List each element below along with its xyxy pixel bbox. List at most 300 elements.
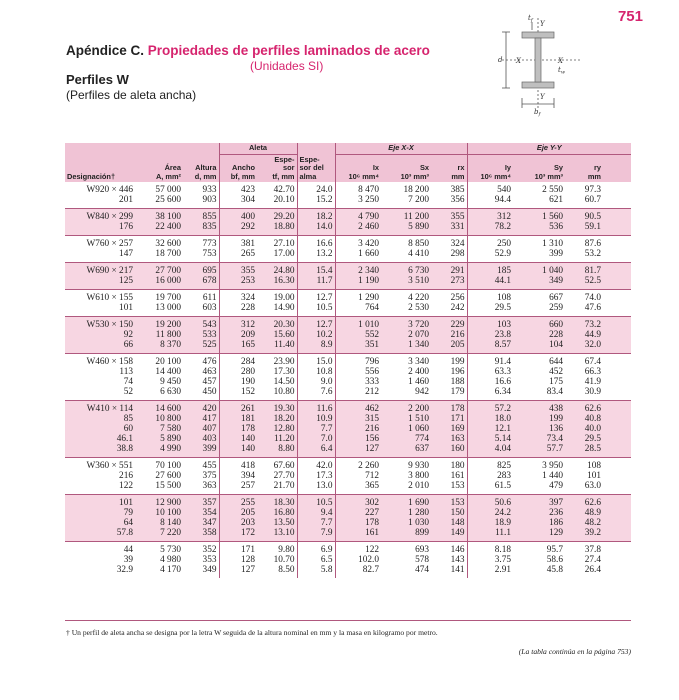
table-cell: 153	[431, 481, 467, 495]
table-cell: 73.2	[565, 317, 603, 331]
table-cell: 12 900	[135, 495, 183, 509]
designation-cell: W840 × 299	[65, 209, 135, 223]
table-cell: 312	[219, 317, 257, 331]
table-cell: 44.1	[467, 276, 513, 290]
table-cell: 11.1	[467, 528, 513, 542]
table-cell: 165	[219, 340, 257, 354]
table-cell: 128	[241, 555, 255, 566]
table-cell: 12.7	[297, 317, 335, 331]
table-cell: 95.7	[513, 542, 565, 556]
table-cell: 356	[431, 195, 467, 209]
col-header-ry: ry mm	[565, 154, 603, 182]
table-pad-cell	[603, 434, 631, 444]
table-cell: 101	[587, 471, 602, 482]
table-cell: 712	[365, 471, 380, 482]
table-cell: 171	[219, 542, 257, 556]
table-cell: 179	[431, 387, 467, 401]
table-cell: 637	[381, 444, 431, 458]
table-cell: 3 950	[513, 458, 565, 472]
table-cell: 678	[183, 276, 219, 290]
table-cell: 354	[183, 508, 219, 518]
designation-cell: 64	[65, 518, 135, 528]
designation-cell: W920 × 446	[86, 185, 133, 196]
table-row	[65, 276, 631, 290]
table-pad-cell	[603, 377, 631, 387]
table-cell: 463	[183, 367, 219, 377]
table-cell: 796	[335, 354, 381, 368]
table-cell: 227	[335, 508, 381, 518]
table-row	[65, 471, 631, 481]
table-cell: 11 800	[135, 330, 183, 340]
table-cell: 23.90	[257, 354, 297, 368]
table-cell: 835	[183, 222, 219, 236]
table-row	[65, 508, 631, 518]
table-row	[65, 377, 631, 387]
table-cell: 20.10	[257, 195, 297, 209]
table-cell: 1 690	[381, 495, 431, 509]
table-cell: 15.0	[297, 354, 335, 368]
table-cell: 27 600	[155, 471, 181, 482]
table-cell: 8 140	[135, 518, 183, 528]
table-cell: 331	[431, 222, 467, 236]
table-cell: 150	[431, 508, 467, 518]
table-cell: 259	[549, 303, 564, 314]
table-row	[65, 444, 631, 458]
table-cell: 543	[183, 317, 219, 331]
designation-cell: W460 × 158	[65, 354, 135, 368]
table-row	[65, 249, 631, 263]
table-cell: 141	[431, 565, 467, 578]
table-cell: 273	[431, 276, 467, 290]
table-cell: 6.34	[494, 387, 512, 398]
table-cell: 19.30	[257, 401, 297, 415]
designation-cell: 101	[119, 303, 133, 314]
table-cell: 228	[513, 330, 565, 340]
table-cell: 347	[183, 518, 219, 528]
table-cell: 148	[431, 518, 467, 528]
table-cell: 667	[513, 290, 565, 304]
table-cell: 302	[335, 495, 381, 509]
table-row	[65, 555, 631, 565]
table-cell: 284	[219, 354, 257, 368]
table-cell: 8 850	[381, 236, 431, 250]
table-cell: 94.4	[494, 195, 512, 206]
table-cell: 52.9	[494, 249, 512, 260]
table-row	[65, 414, 631, 424]
table-cell: 256	[431, 290, 467, 304]
table-cell: 27 700	[135, 263, 183, 277]
table-cell: 358	[183, 528, 219, 542]
table-cell: 153	[431, 495, 467, 509]
table-cell: 349	[183, 565, 219, 578]
table-cell: 53.2	[584, 249, 602, 260]
table-cell: 2 070	[381, 330, 431, 340]
table-pad-cell	[603, 330, 631, 340]
designation-cell: 66	[65, 340, 135, 354]
table-cell: 280	[241, 367, 255, 378]
table-cell: 13.50	[257, 518, 297, 528]
table-cell: 3.75	[494, 555, 512, 566]
table-cell: 40.8	[565, 414, 603, 424]
table-pad-cell	[603, 495, 631, 509]
table-cell: 10.9	[297, 414, 335, 424]
table-cell: 28.5	[565, 444, 603, 458]
table-pad-cell	[603, 303, 631, 317]
table-cell: 353	[183, 555, 219, 565]
table-cell: 452	[549, 367, 564, 378]
table-cell: 753	[183, 249, 219, 263]
table-cell: 4 220	[381, 290, 431, 304]
designation-cell: 52	[123, 387, 133, 398]
table-cell: 16.80	[257, 508, 297, 518]
table-cell: 1 060	[381, 424, 431, 434]
table-cell: 82.7	[362, 565, 380, 576]
table-cell: 27.4	[584, 555, 602, 566]
col-header-altura: Altura d, mm	[183, 154, 219, 182]
table-cell: 15.2	[297, 195, 335, 209]
table-cell: 9 450	[160, 377, 181, 388]
table-cell: 57.7	[513, 444, 565, 458]
table-pad-cell	[603, 444, 631, 458]
table-cell: 209	[219, 330, 257, 340]
col-header-designacion: Designación†	[65, 154, 135, 182]
table-cell: 2 550	[542, 185, 564, 196]
group-header-espesor-alma	[297, 143, 335, 182]
table-cell: 87.6	[565, 236, 603, 250]
table-cell: 12.1	[467, 424, 513, 434]
table-cell: 2 200	[381, 401, 431, 415]
table-cell: 50.6	[467, 495, 513, 509]
table-cell: 59.1	[565, 222, 603, 236]
table-cell: 186	[513, 518, 565, 528]
table-pad-cell	[603, 182, 631, 195]
table-cell: 298	[431, 249, 467, 263]
table-cell: 205	[219, 508, 257, 518]
table-cell: 355	[219, 263, 257, 277]
designation-cell: 92	[65, 330, 135, 340]
table-cell: 30.9	[584, 387, 602, 398]
table-cell: 3 420	[335, 236, 381, 250]
designation-cell: 39	[123, 555, 133, 566]
table-pad-cell	[603, 555, 631, 565]
table-cell: 67.60	[257, 458, 297, 472]
table-cell: 10.5	[297, 303, 335, 317]
table-pad-cell	[603, 542, 631, 556]
table-cell: 42.70	[257, 182, 297, 195]
table-cell: 10.70	[257, 555, 297, 565]
table-pad-cell	[603, 195, 631, 209]
table-cell: 5.8	[297, 565, 335, 578]
table-cell: 11.7	[297, 276, 335, 290]
table-row	[65, 330, 631, 340]
table-cell: 5 890	[135, 434, 183, 444]
table-cell: 73.4	[513, 434, 565, 444]
table-cell: 855	[183, 209, 219, 223]
table-cell: 22 400	[135, 222, 183, 236]
table-cell: 16.30	[257, 276, 297, 290]
table-pad-cell	[603, 222, 631, 236]
table-cell: 5 730	[135, 542, 183, 556]
table-pad-cell	[603, 290, 631, 304]
table-cell: 355	[431, 209, 467, 223]
table-row	[65, 290, 631, 304]
table-cell: 7.7	[297, 518, 335, 528]
table-row	[65, 518, 631, 528]
table-cell: 180	[431, 458, 467, 472]
table-cell: 660	[513, 317, 565, 331]
table-cell: 14 400	[155, 367, 181, 378]
table-cell: 3 800	[408, 471, 430, 482]
table-cell: 20 100	[135, 354, 183, 368]
table-pad-cell	[603, 236, 631, 250]
table-cell: 476	[183, 354, 219, 368]
table-cell: 397	[513, 495, 565, 509]
table-row	[65, 401, 631, 415]
table-cell: 365	[365, 481, 380, 492]
table-cell: 203	[219, 518, 257, 528]
table-cell: 525	[183, 340, 219, 354]
table-cell: 400	[219, 209, 257, 223]
x-right-label: X	[558, 57, 563, 65]
table-cell: 9.80	[257, 542, 297, 556]
table-cell: 18.20	[257, 414, 297, 424]
table-cell: 44.9	[565, 330, 603, 340]
table-cell: 41.9	[584, 377, 602, 388]
table-cell: 143	[431, 555, 467, 565]
table-pad-cell	[603, 471, 631, 481]
table-cell: 129	[513, 528, 565, 542]
table-cell: 196	[431, 367, 467, 377]
designation-cell: 79	[65, 508, 135, 518]
table-row	[65, 542, 631, 556]
table-cell: 5 890	[381, 222, 431, 236]
table-cell: 185	[467, 263, 513, 277]
table-cell: 420	[183, 401, 219, 415]
table-cell: 205	[431, 340, 467, 354]
table-pad-cell	[603, 528, 631, 542]
continuation-note: (La tabla continúa en la página 753)	[518, 647, 631, 656]
table-cell: 349	[513, 276, 565, 290]
table-cell: 695	[183, 263, 219, 277]
table-cell: 7.9	[297, 528, 335, 542]
table-cell: 32 600	[135, 236, 183, 250]
table-cell: 1 040	[513, 263, 565, 277]
table-cell: 25 600	[155, 195, 181, 206]
table-cell: 149	[431, 528, 467, 542]
table-cell: 1 440	[542, 471, 564, 482]
table-cell: 407	[183, 424, 219, 434]
table-cell: 175	[549, 377, 564, 388]
table-cell: 19.00	[257, 290, 297, 304]
designation-cell: 57.8	[65, 528, 135, 542]
designation-cell: 147	[119, 249, 133, 260]
table-cell: 63.0	[584, 481, 602, 492]
table-body	[65, 182, 631, 578]
table-cell: 357	[183, 495, 219, 509]
table-cell: 2 260	[335, 458, 381, 472]
designation-cell: 32.9	[116, 565, 133, 576]
table-row	[65, 340, 631, 354]
table-cell: 291	[431, 263, 467, 277]
table-cell: 178	[431, 401, 467, 415]
table-cell: 67.4	[565, 354, 603, 368]
table-cell: 199	[431, 354, 467, 368]
table-pad-cell	[603, 317, 631, 331]
table-pad-cell	[603, 387, 631, 401]
table-cell: 122	[335, 542, 381, 556]
table-cell: 1 510	[381, 414, 431, 424]
table-cell: 2.91	[494, 565, 512, 576]
table-cell: 13.0	[297, 481, 335, 495]
table-cell: 1 560	[513, 209, 565, 223]
table-cell: 1 340	[381, 340, 431, 354]
table-cell: 127	[241, 565, 255, 576]
table-cell: 216	[335, 424, 381, 434]
table-cell: 394	[241, 471, 255, 482]
table-cell: 381	[219, 236, 257, 250]
table-cell: 83.4	[546, 387, 564, 398]
table-cell: 3 720	[381, 317, 431, 331]
table-row	[65, 528, 631, 542]
x-left-label: X	[516, 57, 521, 65]
table-cell: 181	[219, 414, 257, 424]
table-cell: 212	[365, 387, 380, 398]
table-cell: 229	[431, 317, 467, 331]
table-pad-cell	[603, 414, 631, 424]
table-cell: 63.3	[494, 367, 512, 378]
table-cell: 693	[381, 542, 431, 556]
table-cell: 479	[549, 481, 564, 492]
group-header-aleta: Aleta	[219, 143, 297, 154]
w-shape-diagram	[488, 8, 598, 118]
page-title	[66, 43, 430, 58]
table-cell: 7 200	[408, 195, 430, 206]
table-cell: 171	[431, 414, 467, 424]
table-cell: 399	[549, 249, 564, 260]
col-header-area: Área A, mm²	[135, 154, 183, 182]
table-cell: 242	[431, 303, 467, 317]
table-cell: 32.0	[565, 340, 603, 354]
table-cell: 417	[183, 414, 219, 424]
col-header-iy: Iy 10⁶ mm⁴	[467, 154, 513, 182]
table-cell: 1 460	[408, 377, 430, 388]
table-row	[65, 424, 631, 434]
table-cell: 14 600	[135, 401, 183, 415]
table-cell: 188	[431, 377, 467, 387]
table-cell: 352	[183, 542, 219, 556]
col-header-espesor-aleta: Espe- sor tf, mm	[257, 154, 297, 182]
page-number: 751	[617, 8, 643, 25]
table-cell: 58.6	[546, 555, 564, 566]
table-cell: 1 290	[335, 290, 381, 304]
table-cell: 14.0	[297, 222, 335, 236]
table-cell: 533	[183, 330, 219, 340]
table-cell: 108	[467, 290, 513, 304]
designation-cell: W690 × 217	[65, 263, 135, 277]
table-cell: 97.3	[584, 185, 602, 196]
table-cell: 1 280	[381, 508, 431, 518]
w-shapes-table	[65, 143, 631, 578]
table-cell: 18.0	[467, 414, 513, 424]
col-header-rx: rx mm	[431, 154, 467, 182]
section-subtitle: (Perfiles de aleta ancha)	[66, 88, 197, 102]
designation-cell: 122	[119, 481, 133, 492]
table-cell: 773	[183, 236, 219, 250]
table-cell: 18.30	[257, 495, 297, 509]
appendix-title: Propiedades de perfiles laminados de acero	[147, 43, 430, 58]
table-cell: 2 010	[408, 481, 430, 492]
table-cell: 17.30	[257, 367, 297, 377]
table-cell: 156	[335, 434, 381, 444]
table-cell: 4 980	[160, 555, 181, 566]
table-cell: 1 010	[335, 317, 381, 331]
table-bottom-rule	[65, 620, 631, 621]
group-header-eje-xx: Eje X-X	[335, 143, 467, 154]
table-cell: 7 580	[135, 424, 183, 434]
bf-label: $b_f$	[534, 108, 541, 118]
group-header-eje-yy: Eje Y-Y	[467, 143, 631, 154]
table-cell: 48.2	[565, 518, 603, 528]
col-header-ancho: Ancho bf, mm	[219, 154, 257, 182]
table-cell: 903	[183, 195, 219, 209]
table-cell: 12.7	[297, 290, 335, 304]
table-cell: 140	[219, 434, 257, 444]
designation-cell: 85	[65, 414, 135, 424]
table-cell: 62.6	[565, 401, 603, 415]
table-cell: 14.50	[257, 377, 297, 387]
table-cell: 17.3	[297, 471, 335, 481]
table-cell: 621	[549, 195, 564, 206]
table-cell: 15.4	[297, 263, 335, 277]
table-row	[65, 495, 631, 509]
table-cell: 774	[381, 434, 431, 444]
table-cell: 7 220	[135, 528, 183, 542]
table-cell: 52.5	[565, 276, 603, 290]
table-row	[65, 367, 631, 377]
table-cell: 261	[219, 401, 257, 415]
table-cell: 8.80	[257, 444, 297, 458]
designation-cell: W360 × 551	[65, 458, 135, 472]
table-cell: 2 460	[335, 222, 381, 236]
table-cell: 578	[415, 555, 430, 566]
table-cell: 108	[565, 458, 603, 472]
table-cell: 169	[431, 424, 467, 434]
table-cell: 2 340	[335, 263, 381, 277]
designation-cell: 176	[65, 222, 135, 236]
table-cell: 399	[183, 444, 219, 458]
table-row	[65, 458, 631, 472]
table-cell: 611	[183, 290, 219, 304]
table-cell: 163	[431, 434, 467, 444]
table-cell: 81.7	[565, 263, 603, 277]
table-row	[65, 236, 631, 250]
table-cell: 172	[219, 528, 257, 542]
table-cell: 324	[219, 290, 257, 304]
appendix-label: Apéndice C.	[66, 43, 145, 58]
table-pad-cell	[603, 209, 631, 223]
table-cell: 438	[513, 401, 565, 415]
designation-cell: 74	[123, 377, 133, 388]
table-cell: 29.20	[257, 209, 297, 223]
table-cell: 283	[497, 471, 512, 482]
table-cell: 13 000	[155, 303, 181, 314]
table-cell: 17.00	[257, 249, 297, 263]
designation-cell: 44	[65, 542, 135, 556]
table-cell: 47.6	[584, 303, 602, 314]
designation-cell: 46.1	[65, 434, 135, 444]
table-cell: 333	[365, 377, 380, 388]
table-cell: 9.0	[297, 377, 335, 387]
